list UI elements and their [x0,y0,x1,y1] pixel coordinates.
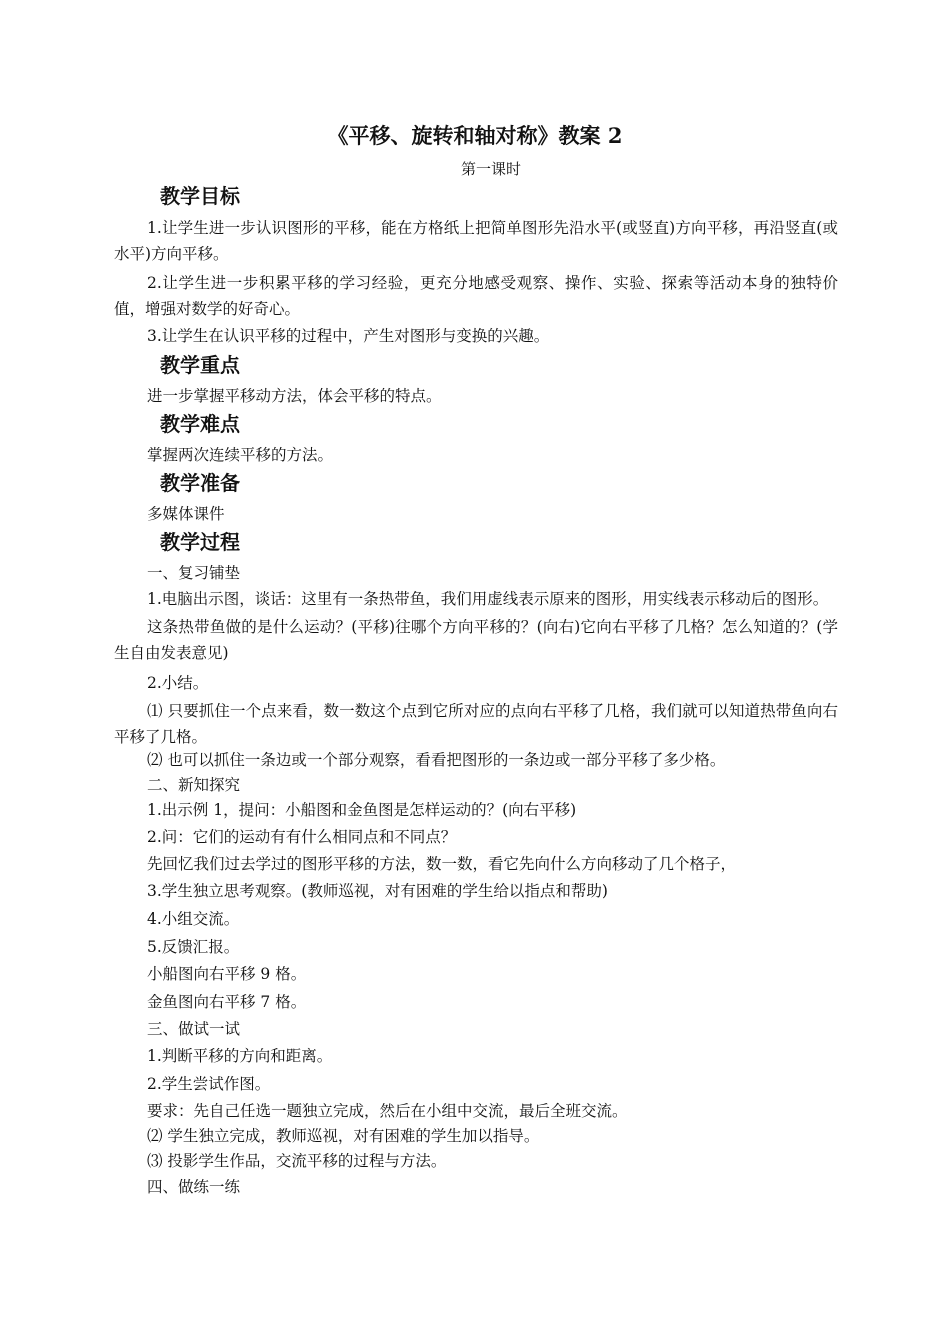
process-line: ⑴ 只要抓住一个点来看，数一数这个点到它所对应的点向右平移了几格，我们就可以知道热带鱼向右平移了几格。 [114,702,838,746]
process-line: 1.判断平移的方向和距离。 [147,1047,333,1065]
process-line: 4.小组交流。 [147,910,240,928]
process-line: 一、复习铺垫 [147,564,241,582]
process-line: 5.反馈汇报。 [147,938,240,956]
process-line: 要求：先自己任选一题独立完成，然后在小组中交流，最后全班交流。 [147,1102,628,1120]
heading-teaching-goals: 教学目标 [160,184,240,208]
teaching-key-text: 进一步掌握平移动方法，体会平移的特点。 [147,387,442,405]
process-line: 金鱼图向右平移 7 格。 [147,993,307,1011]
process-line: 先回忆我们过去学过的图形平移的方法，数一数，看它先向什么方向移动了几个格子， [147,855,737,873]
process-line: ⑶ 投影学生作品，交流平移的过程与方法。 [147,1152,447,1170]
goal-item-3: 3.让学生在认识平移的过程中，产生对图形与变换的兴趣。 [147,327,550,345]
process-line: 三、做试一试 [147,1020,241,1038]
process-line: 3.学生独立思考观察。(教师巡视，对有困难的学生给以指点和帮助) [147,882,608,900]
heading-teaching-difficulty: 教学难点 [160,412,240,436]
process-line: 2.问：它们的运动有有什么相同点和不同点？ [147,828,457,846]
heading-teaching-key: 教学重点 [160,353,240,377]
process-line: 四、做练一练 [147,1178,241,1196]
process-line: 1.电脑出示图，谈话：这里有一条热带鱼，我们用虚线表示原来的图形，用实线表示移动后的图形。 [147,590,829,608]
process-line: 2.小结。 [147,674,209,692]
process-line: 小船图向右平移 9 格。 [147,965,307,983]
process-line: ⑵ 也可以抓住一条边或一个部分观察，看看把图形的一条边或一部分平移了多少格。 [147,751,726,769]
heading-teaching-prep: 教学准备 [160,471,240,495]
process-line: 2.学生尝试作图。 [147,1075,271,1093]
teaching-prep-text: 多媒体课件 [147,505,225,523]
heading-teaching-process: 教学过程 [160,530,240,554]
process-line: 这条热带鱼做的是什么运动？(平移)往哪个方向平移的？(向右)它向右平移了几格？怎么知道的？(学生自由发表意见) [114,618,838,662]
document-title: 《平移、旋转和轴对称》教案 2 [327,123,623,148]
process-line: 1.出示例 1，提问：小船图和金鱼图是怎样运动的？(向右平移) [147,801,577,819]
process-line: 二、新知探究 [147,776,241,794]
goal-item-1: 1.让学生进一步认识图形的平移，能在方格纸上把简单图形先沿水平(或竖直)方向平移，再沿竖直(或水平)方向平移。 [114,219,838,263]
goal-item-2: 2.让学生进一步积累平移的学习经验，更充分地感受观察、操作、实验、探索等活动本身的独特价值，增强对数学的好奇心。 [114,274,838,318]
process-line: ⑵ 学生独立完成，教师巡视，对有困难的学生加以指导。 [147,1127,540,1145]
teaching-difficulty-text: 掌握两次连续平移的方法。 [147,446,334,464]
document-subtitle: 第一课时 [460,160,521,178]
